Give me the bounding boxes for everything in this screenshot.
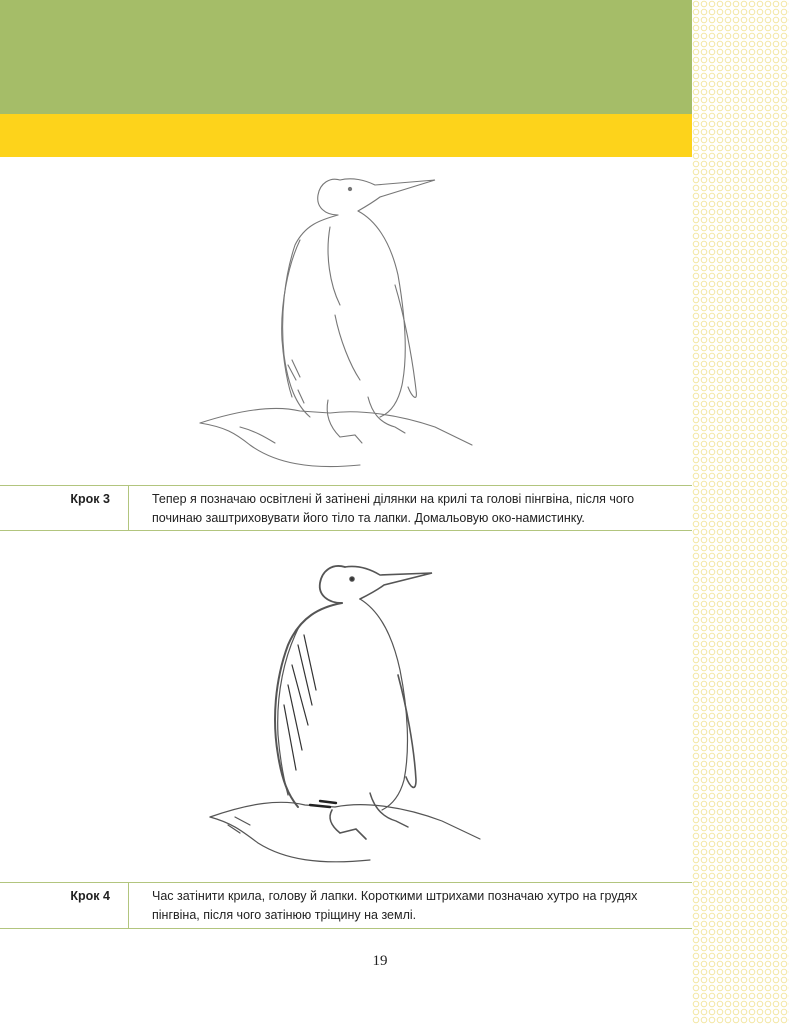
step-4-text: [152, 887, 672, 925]
step-3-row: [0, 485, 692, 531]
step-divider: [128, 883, 129, 928]
step-4-text-line-1: Час затінити крила, голову й лапки. Короткими штрихами позначаю хутро на грудях: [152, 889, 638, 903]
step-4-text-line-2: пінгвіна, після чого затінюю тріщину на землі.: [152, 908, 417, 922]
step-3-label: Крок 3: [70, 492, 110, 506]
step-3-text: [152, 490, 672, 528]
decorative-circle-pattern: [692, 0, 789, 1024]
step-divider: [128, 486, 129, 530]
step-3-text-line-1: Тепер я позначаю освітлені й затінені ділянки на крилі та голові пінгвіна, після чого: [152, 492, 635, 506]
step-4-label: Крок 4: [70, 889, 110, 903]
header-green-band: [0, 0, 692, 114]
step-3-text-line-2: починаю заштриховувати його тіло та лапки. Домальовую око-намистинку.: [152, 511, 585, 525]
step-4-row: [0, 882, 692, 929]
header-yellow-band: [0, 114, 692, 157]
penguin-sketch-step-3: [180, 165, 500, 480]
page-number: 19: [372, 953, 388, 969]
penguin-sketch-step-4: [180, 555, 500, 875]
